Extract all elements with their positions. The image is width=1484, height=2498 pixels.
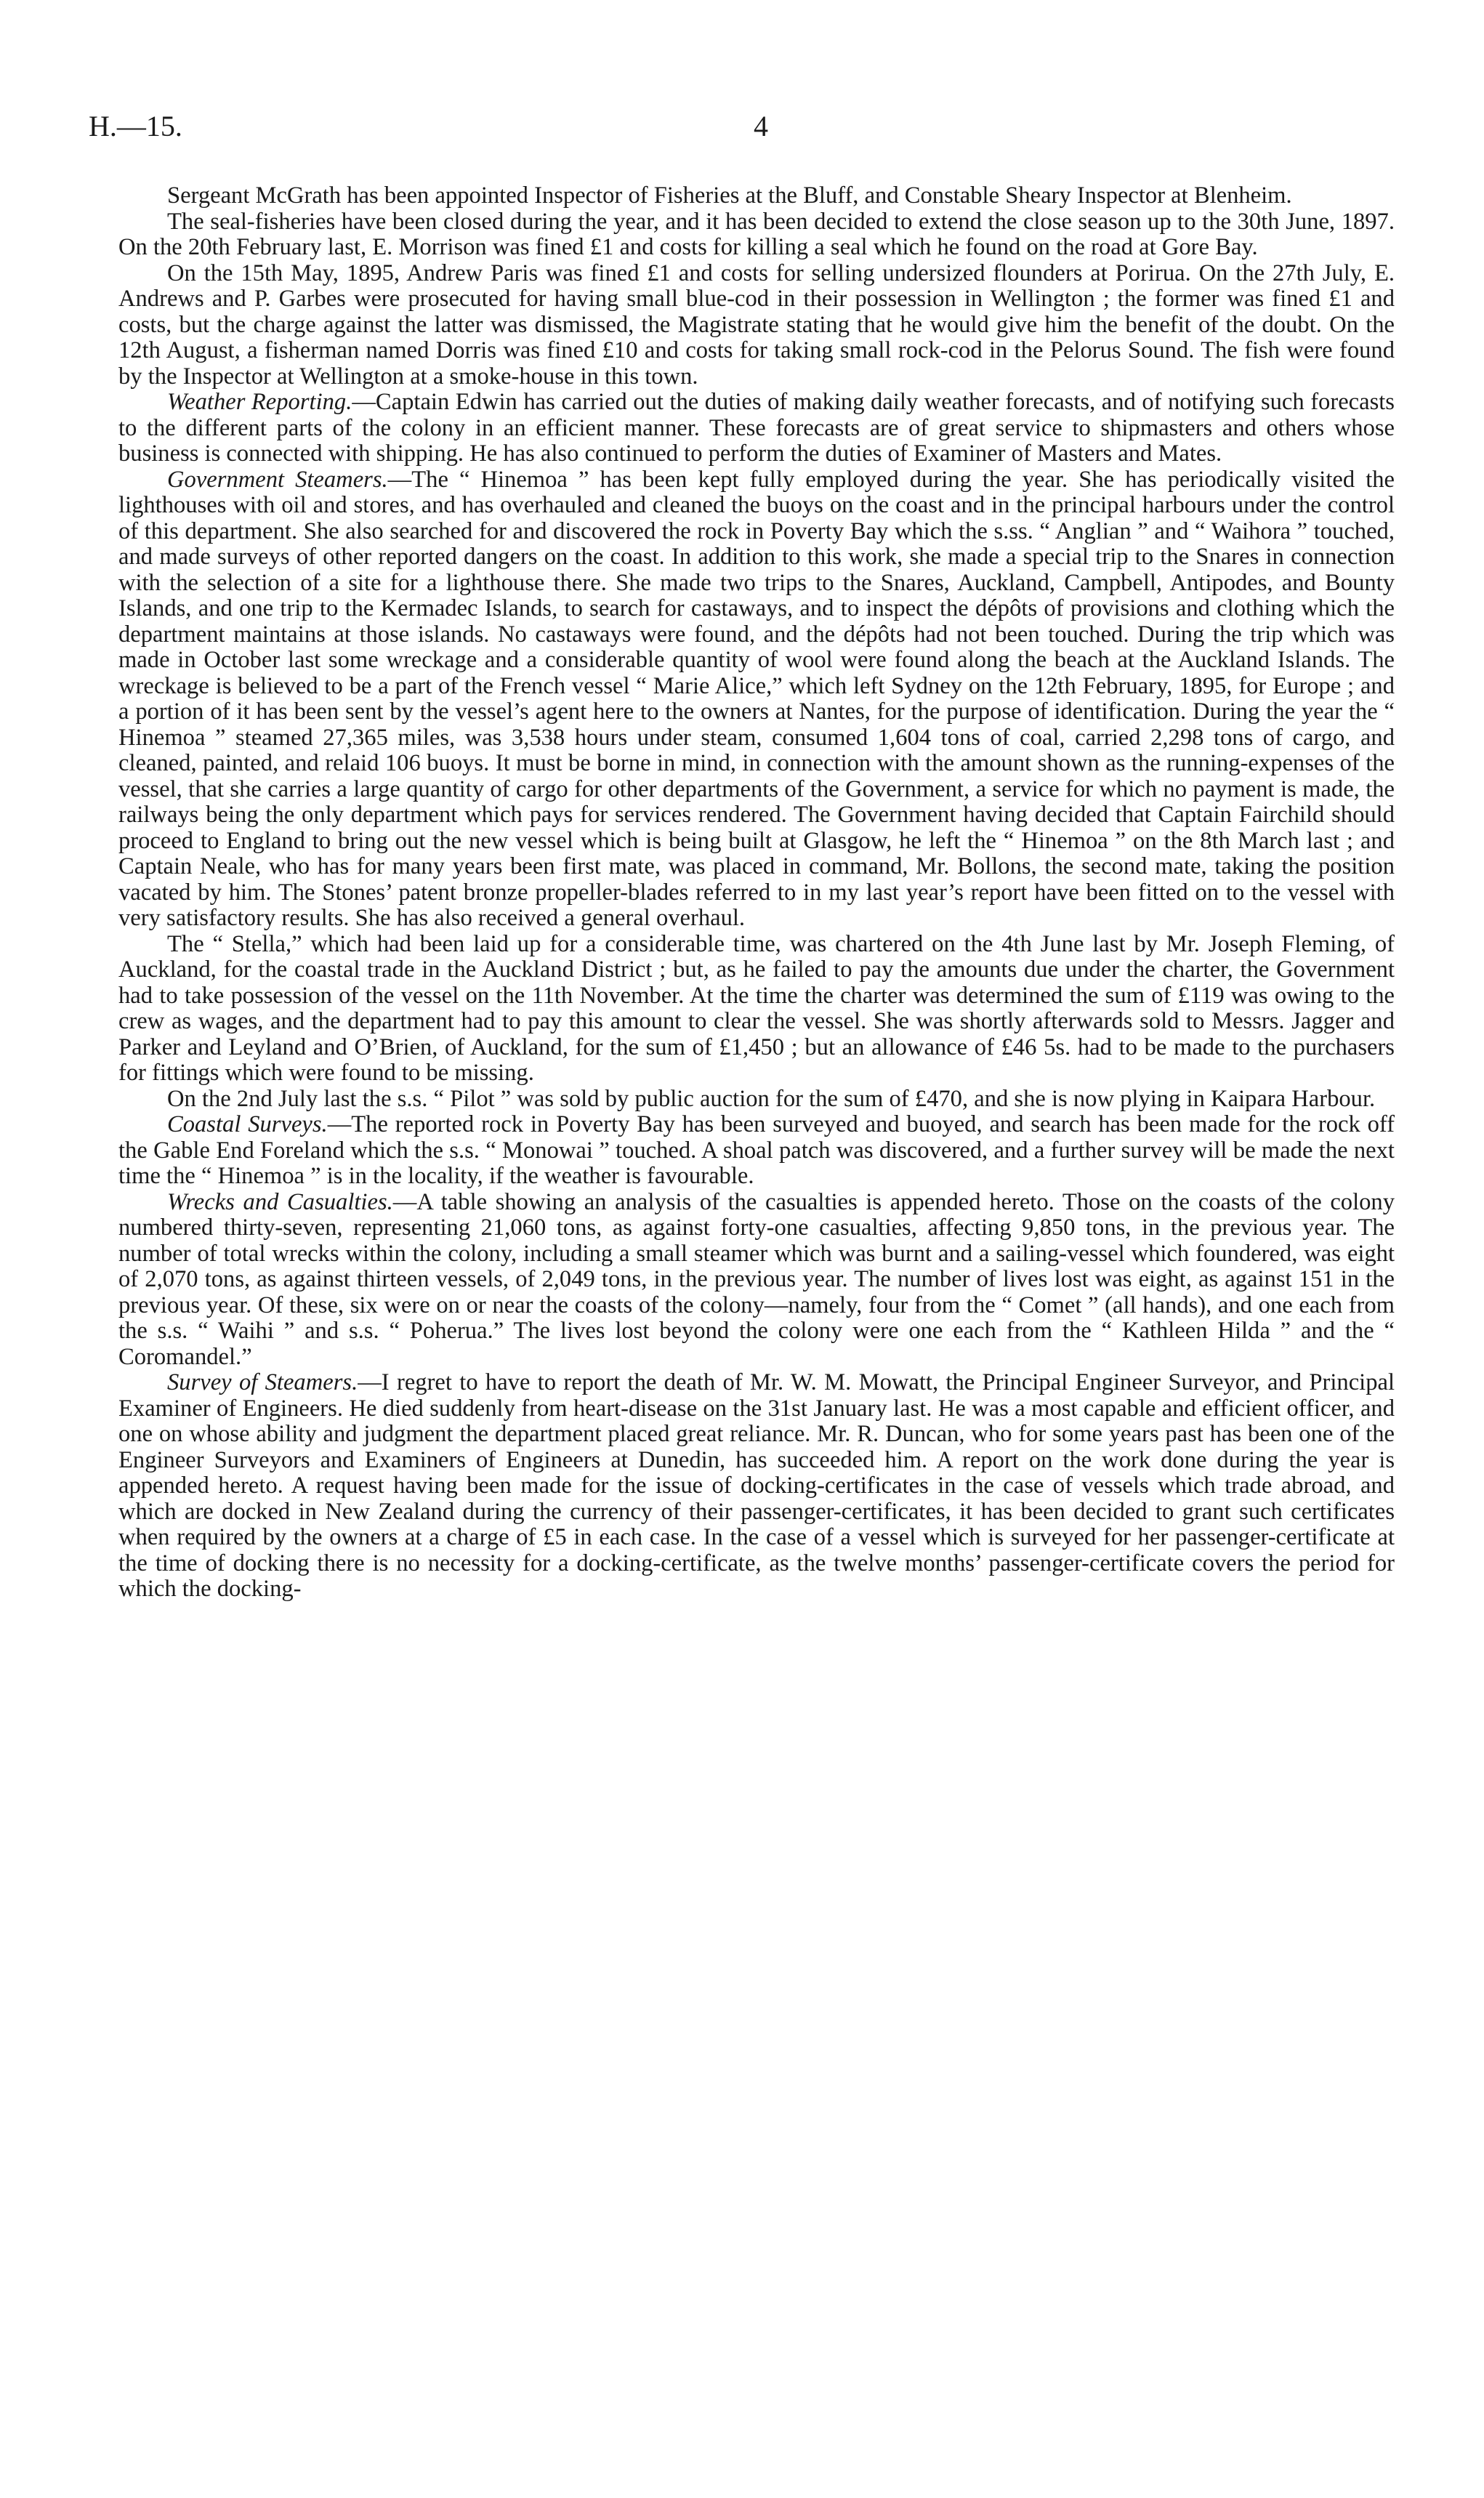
paragraph-text: —The “ Hinemoa ” has been kept fully employed during the year. She has periodically visited the lighthouses with oil and stores, and has overhauled and cleaned the buoys on the coast and in the principal harbours under the control of this department. She also searched for and discovered the rock in Poverty Bay which the s.ss. “ Anglian ” and “ Waihora ” touched, and made surveys of other reported dangers on the coast. In addition to this work, she made a special trip to the Snares in connection with the selection of a site for a lighthouse there. She made two trips to the Snares, Auckland, Campbell, Antipodes, and Bounty Islands, and one trip to the Kermadec Islands, to search for castaways, and to inspect the dépôts of provisions and clothing which the department maintains at those islands. No castaways were found, and the dépôts had not been touched. During the trip which was made in October last some wreckage and a considerable quantity of wool were found along the beach at the Auckland Islands. The wreckage is believed to be a part of the French vessel “ Marie Alice,” which left Sydney on the 12th February, 1895, for Europe ; and a portion of it has been sent by the vessel’s agent here to the owners at Nantes, for the purpose of identification. During the year the “ Hinemoa ” steamed 27,365 miles, was 3,538 hours under steam, consumed 1,604 tons of coal, carried 2,298 tons of cargo, and cleaned, painted, and relaid 106 buoys. It must be borne in mind, in connection with the amount shown as the running-expenses of the vessel, that she carries a large quantity of cargo for other departments of the Government, a service for which no payment is made, the railways being the only department which pays for services rendered. The Government having decided that Captain Fairchild should proceed to England to bring out the new vessel which is being built at Glasgow, he left the “ Hinemoa ” on the 8th March last ; and Captain Neale, who has for many years been first mate, was placed in command, Mr. Bollons, the second mate, taking the position vacated by him. The Stones’ patent bronze propeller-blades referred to in my last year’s report have been fitted on to the vessel with very satisfactory results. She has also received a general overhaul. [118,466,1395,931]
paragraph-prosecutions [118,261,1395,390]
paragraph-text: —The reported rock in Poverty Bay has been surveyed and buoyed, and search has been made for the rock off the Gable End Foreland which the s.s. “ Monowai ” touched. A shoal patch was discovered, and a further survey will be made the next time the “ Hinemoa ” is in the locality, if the weather is favourable. [118,1111,1395,1189]
paragraph-coastal-surveys [118,1112,1395,1190]
paragraph-weather-reporting [118,390,1395,467]
paragraph-text: Sergeant McGrath has been appointed Inspector of Fisheries at the Bluff, and Constable Sheary Inspector at Blenheim. [167,182,1292,209]
paragraph-survey-of-steamers [118,1370,1395,1603]
section-heading: Weather Reporting. [167,389,352,415]
page-header [89,109,1390,153]
paragraph-text: —I regret to have to report the death of Mr. W. M. Mowatt, the Principal Engineer Surveyor, and Principal Examiner of Engineers. He died suddenly from heart-disease on the 31st January last. He was a most capable and efficient officer, and one on whose ability and judgment the department placed great reliance. Mr. R. Duncan, who for some years past has been one of the Engineer Surveyors and Examiners of Engineers at Dunedin, has succeeded him. A report on the work done during the year is appended hereto. A request having been made for the issue of docking-certificates in the case of vessels which trade abroad, and which are docked in New Zealand during the currency of their passenger-certificates, it has been decided to grant such certificates when required by the owners at a charge of £5 in each case. In the case of a vessel which is surveyed for her passenger-certificate at the time of docking there is no necessity for a docking-certificate, as the twelve months’ passenger-certificate covers the period for which the docking- [118,1369,1395,1602]
paragraph-pilot [118,1087,1395,1113]
paragraph-text: The seal-fisheries have been closed during the year, and it has been decided to extend the close season up to the 30th June, 1897. On the 20th February last, E. Morrison was fined £1 and costs for killing a seal which he found on the road at Gore Bay. [118,208,1395,260]
paragraph-fisheries-inspectors [118,183,1395,209]
section-heading: Wrecks and Casualties. [167,1188,393,1215]
paragraph-text: On the 15th May, 1895, Andrew Paris was fined £1 and costs for selling undersized flounders at Porirua. On the 27th July, E. Andrews and P. Garbes were prosecuted for having small blue-cod in their possession in Wellington ; the former was fined £1 and costs, but the charge against the latter was dismissed, the Magistrate stating that he would give him the benefit of the doubt. On the 12th August, a fisherman named Dorris was fined £10 and costs for taking small rock-cod in the Pelorus Sound. The fish were found by the Inspector at Wellington at a smoke-house in this town. [118,259,1395,390]
section-heading: Government Steamers. [167,466,388,493]
page-number: 4 [754,110,768,142]
paragraph-wrecks-casualties [118,1190,1395,1371]
paragraph-seal-fisheries [118,209,1395,261]
paragraph-stella [118,932,1395,1087]
report-body [118,183,1395,1603]
section-heading: Survey of Steamers. [167,1369,358,1395]
section-heading: Coastal Surveys. [167,1111,328,1137]
document-reference: H.—15. [89,110,182,142]
paragraph-text: The “ Stella,” which had been laid up for a considerable time, was chartered on the 4th June last by Mr. Joseph Fleming, of Auckland, for the coastal trade in the Auckland District ; but, as he failed to pay the amounts due under the charter, the Government had to take possession of the vessel on the 11th November. At the time the charter was determined the sum of £119 was owing to the crew as wages, and the department had to pay this amount to clear the vessel. She was shortly afterwards sold to Messrs. Jagger and Parker and Leyland and O’Brien, of Auckland, for the sum of £1,450 ; but an allowance of £46 5s. had to be made to the purchasers for fittings which were found to be missing. [118,930,1395,1086]
paragraph-text: —A table showing an analysis of the casualties is appended hereto. Those on the coasts of the colony numbered thirty-seven, representing 21,060 tons, as against forty-one casualties, affecting 9,850 tons, in the previous year. The number of total wrecks within the colony, including a small steamer which was burnt and a sailing-vessel which foundered, was eight of 2,070 tons, as against thirteen vessels, of 2,049 tons, in the previous year. The number of lives lost was eight, as against 151 in the previous year. Of these, six were on or near the coasts of the colony—namely, four from the “ Comet ” (all hands), and one each from the s.s. “ Waihi ” and s.s. “ Poherua.” The lives lost beyond the colony were one each from the “ Kathleen Hilda ” and the “ Coromandel.” [118,1188,1395,1370]
paragraph-government-steamers [118,467,1395,932]
paragraph-text: —Captain Edwin has carried out the duties of making daily weather forecasts, and of notifying such forecasts to the different parts of the colony in an efficient manner. These forecasts are of great service to shipmasters and others whose business is connected with shipping. He has also continued to perform the duties of Examiner of Masters and Mates. [118,389,1395,467]
paragraph-text: On the 2nd July last the s.s. “ Pilot ” was sold by public auction for the sum of £470, and she is now plying in Kaipara Harbour. [167,1085,1376,1112]
